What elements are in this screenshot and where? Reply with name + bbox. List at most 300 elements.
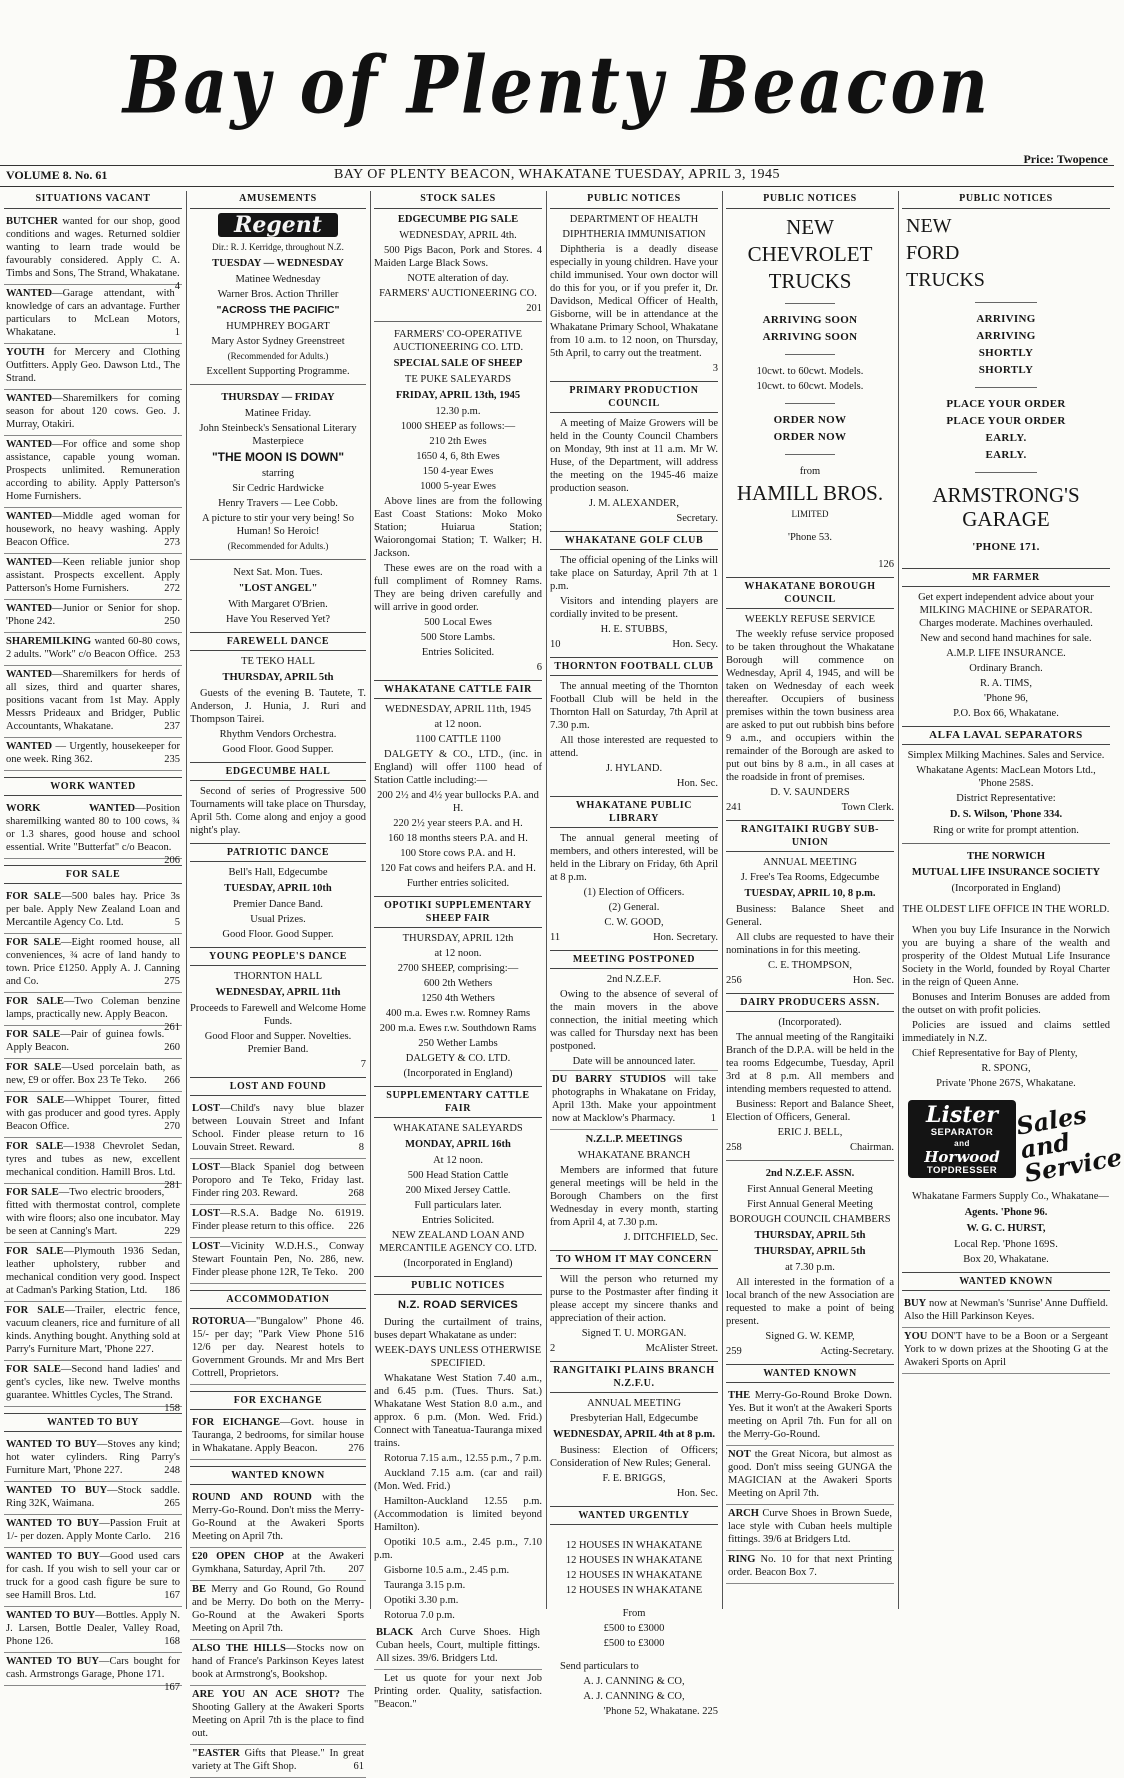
ad-list <box>4 213 182 771</box>
sales-service-script: Sales and Service <box>1013 1099 1124 1188</box>
text: at 12 noon. <box>434 719 482 730</box>
text: DALGETY & CO. LTD. <box>405 1053 511 1064</box>
text: The weekly refuse service proposed to be taken throughout the Whakatane Borough will commence on Wednesday, April 4, 1945, and will be taken on Wednesday of each week thereafter. Occupiers of business premises within the town business area are asked to put out rubbish bins before 9 a.m., and occupiers within the remainder of the Borough are asked to put out bins by 8 a.m., in all cases at the roadside in front of premises. <box>726 629 894 783</box>
ad-number: 8 <box>358 1142 364 1153</box>
text: Warner Bros. Action Thriller <box>217 289 339 300</box>
text <box>726 974 894 987</box>
section-heading: RANGITAIKI RUGBY SUB-UNION <box>726 820 894 852</box>
film-title: "LOST ANGEL" <box>238 583 318 594</box>
text: J. M. ALEXANDER, <box>588 498 680 509</box>
dealer-name: ARMSTRONG'S GARAGE <box>932 483 1080 531</box>
ad-text: will take photographs in Whakatane on Friday, April 13th. Make your appointment now at Macklow's Pharmacy. <box>552 1074 717 1124</box>
ad-text: —Child's navy blue blazer between Louvain Street and Infant School. Finder please return to 16 Louvain Street. Reward. <box>192 1103 364 1153</box>
ad-number: 268 <box>348 1188 364 1199</box>
text: WEDNESDAY, APRIL 11th, 1945 <box>385 704 531 715</box>
text: Sir Cedric Hardwicke <box>232 483 324 494</box>
headline-lines <box>726 215 894 293</box>
text: All interested in the formation of a local branch of the new Association are requested to make a point of being present. <box>726 1277 894 1327</box>
ad-lead: FOR SALE <box>6 1095 65 1106</box>
classified-ad <box>190 1581 366 1640</box>
classified-ad <box>4 1026 182 1059</box>
text: Town Clerk. <box>841 802 894 813</box>
ad-text: —Second hand ladies' and gent's cycles, like new. Twelve months guarantee. Whittles Cycles, The Strand. <box>6 1364 180 1401</box>
ad-lead: FOR SALE <box>6 1062 62 1073</box>
classified-ad <box>4 436 182 508</box>
section-heading: STOCK SALES <box>374 191 542 209</box>
classified-ad <box>374 1624 542 1670</box>
ad-text: wanted 60-80 cows, 2 adults. "Work" c/o Beacon Office. <box>6 636 180 660</box>
classified-ad <box>4 213 182 292</box>
text: (Recommended for Adults.) <box>227 351 329 361</box>
ad-text: the Great Nicora, but almost as good. Don't miss seeing GUNGA the MAGICIAN at the Awakeri Sports Meeting on April 7th. <box>728 1449 892 1499</box>
line-list <box>550 1539 718 1597</box>
text: Visitors and intending players are cordially invited to be present. <box>550 596 718 620</box>
text: Matinee Wednesday <box>235 274 321 285</box>
text: Will the person who returned my purse to the Postmaster after finding it please accept my sincere thanks and appreciation of their action. <box>550 1274 718 1324</box>
section-heading: WHAKATANE GOLF CLUB <box>550 531 718 550</box>
text: Secretary. <box>676 513 718 524</box>
dealer-name: HAMILL BROS. <box>736 481 884 505</box>
text: 'Phone 52, Whakatane. <box>603 1706 700 1717</box>
ad-number: 276 <box>348 1443 364 1454</box>
text: and <box>954 1139 970 1148</box>
divider <box>785 354 835 355</box>
text: at 12 noon. <box>434 948 482 959</box>
text: Policies are issued and claims settled immediately in N.Z. <box>902 1020 1110 1044</box>
schedule-entry: Gisborne 10.5 a.m., 2.45 p.m. <box>384 1565 510 1576</box>
text: 500 Pigs Bacon, Pork and Stores. 4 Maiden Large Black Sows. <box>374 245 542 269</box>
text: The official opening of the Links will take place on Saturday, April 7th at 1 p.m. <box>550 555 718 592</box>
ad-text: —Position sharemilking wanted 80 to 100 cows, ¾ or 1.3 shares, good house and school essential. Write "Butterfat" c/o Beacon. <box>6 803 180 853</box>
ad-lead: BE <box>192 1584 207 1595</box>
section-heading: SITUATIONS VACANT <box>4 191 182 209</box>
text: 500 Store Lambs. <box>420 632 496 643</box>
text-line: 160 18 months steers P.A. and H. <box>388 833 528 844</box>
text: 2nd N.Z.E.F. <box>606 974 662 985</box>
section-heading: WANTED URGENTLY <box>550 1506 718 1525</box>
ad-number: 167 <box>164 1682 180 1693</box>
dateline-text: BAY OF PLENTY BEACON, WHAKATANE TUESDAY, APRIL 3, 1945 <box>333 167 781 182</box>
text-line: NEW <box>906 215 952 237</box>
text-line: PLACE YOUR ORDER <box>946 398 1066 410</box>
ad-text: Merry and Go Round, Go Round and be Merry. Do both on the Merry-Go-Round at the Awakeri Sports Meeting on April 7th. <box>192 1584 364 1634</box>
ad-number: 4 <box>174 281 180 292</box>
text: Hon. Sec. <box>852 975 894 986</box>
text-line: 220 2½ year steers P.A. and H. <box>393 818 523 829</box>
ad-text: with the Merry-Go-Round. Don't miss the Merry-Go-Round at the Awakeri Sports Meeting on April 7th. <box>192 1492 365 1542</box>
text-line: 150 4-year Ewes <box>422 466 494 477</box>
line-list <box>374 420 542 493</box>
lister-wordmark: Lister <box>926 1102 998 1128</box>
text-line: EARLY. <box>985 449 1027 461</box>
section-heading: WANTED KNOWN <box>902 1272 1110 1291</box>
ad-text: Gifts that Please." In great variety at The Gift Shop. <box>192 1748 364 1772</box>
text: THE NORWICH <box>966 851 1046 862</box>
text: WHAKATANE BRANCH <box>577 1150 691 1161</box>
classified-ad <box>4 1361 182 1414</box>
classified-ad <box>4 1184 182 1243</box>
classified-ad <box>4 800 182 866</box>
ad-lead: FOR SALE <box>6 891 62 902</box>
section-heading: PUBLIC NOTICES <box>550 191 718 209</box>
text: WHAKATANE SALEYARDS <box>393 1123 523 1134</box>
line-list <box>550 886 718 914</box>
column-3 <box>374 191 547 1710</box>
ad-text: —1938 Chevrolet Sedan, tyres and tubes as new, excellent mechanical condition. Hamill Bros. Ltd. <box>6 1141 180 1178</box>
text: (Incorporated in England) <box>403 1068 513 1079</box>
ad-lead: WORK WANTED <box>6 803 136 814</box>
text-line: 600 2th Wethers <box>423 978 493 989</box>
classified-ad <box>190 1313 366 1385</box>
section-heading: THORNTON FOOTBALL CLUB <box>550 657 718 676</box>
schedule-list <box>374 1372 542 1622</box>
divider <box>975 302 1037 303</box>
ad-list <box>4 1436 182 1693</box>
ad-number: 11 <box>550 932 561 943</box>
line-list <box>374 962 542 1050</box>
classified-ad <box>190 1640 366 1686</box>
ad-lead: £20 OPEN CHOP <box>192 1551 284 1562</box>
ad-lead: FOR SALE <box>6 1187 59 1198</box>
text: District Representative: <box>956 793 1056 804</box>
text: ARRIVING <box>976 313 1036 325</box>
text: WEEK-DAYS UNLESS OTHERWISE SPECIFIED. <box>374 1345 542 1369</box>
text-line: 12 HOUSES IN WHAKATANE <box>565 1570 703 1581</box>
column-1 <box>4 191 187 1693</box>
classified-ad <box>4 1482 182 1515</box>
ad-number: 275 <box>164 976 180 987</box>
ad-number: 261 <box>164 1022 180 1033</box>
text: Signed G. W. KEMP, <box>765 1331 855 1342</box>
text: Usual Prizes. <box>250 914 306 925</box>
ad-lead: FOR SALE <box>6 1305 65 1316</box>
ad-lead: LOST <box>192 1241 221 1252</box>
text-line: ORDER NOW <box>773 414 847 426</box>
text-line: 1000 SHEEP as follows:— <box>400 421 516 432</box>
text: Hon. Sec. <box>676 1488 718 1499</box>
text: C. W. GOOD, <box>604 917 664 928</box>
section-heading: WHAKATANE PUBLIC LIBRARY <box>550 796 718 828</box>
ad-number: 1 <box>710 1113 716 1124</box>
classified-ad <box>4 633 182 666</box>
text: DIPHTHERIA IMMUNISATION <box>562 229 706 240</box>
section-heading: FOR SALE <box>4 865 182 884</box>
ad-number: 256 <box>726 975 742 986</box>
text: J. HYLAND. <box>605 763 663 774</box>
divider <box>374 321 542 322</box>
ad-number: 225 <box>702 1706 718 1717</box>
ad-number: 253 <box>164 649 180 660</box>
ad-lead: ROUND AND ROUND <box>192 1492 312 1503</box>
text: Henry Travers — Lee Cobb. <box>218 498 338 509</box>
text: Whakatane Farmers Supply Co., Whakatane— <box>912 1191 1109 1202</box>
schedule-entry: Opotiki 10.5 a.m., 2.45 p.m., 7.10 p.m. <box>374 1537 542 1561</box>
classified-ad <box>4 1515 182 1548</box>
ad-lead: LOST <box>192 1103 221 1114</box>
text: WEDNESDAY, APRIL 11th <box>215 987 341 998</box>
text: N.Z. ROAD SERVICES <box>397 1299 519 1311</box>
ad-text: —Eight roomed house, all conveniences, ¾ acre of land handy to town. Price £1250. Apply A. J. Canning and Co. <box>6 937 180 987</box>
text: C. E. THOMPSON, <box>767 960 853 971</box>
text-line: A. J. CANNING & CO, <box>583 1691 685 1702</box>
text: Chief Representative for Bay of Plenty, <box>912 1048 1078 1059</box>
divider <box>726 1160 894 1161</box>
ad-number: 216 <box>164 1531 180 1542</box>
text: TOPDRESSER <box>926 1165 998 1176</box>
classified-ad <box>190 1686 366 1745</box>
classified-ad <box>190 1238 366 1284</box>
schedule-entry: Whakatane West Station 7.40 a.m., and 6.45 p.m. (Tues. Thurs. Sat.) Whakatane West Station 8.0 a.m., and approx. 6 p.m. (Mon. Wed. Frid.) Connect with Taneatua-Tauranga mixed trains. <box>374 1373 542 1449</box>
section-heading: WHAKATANE CATTLE FAIR <box>374 680 542 699</box>
text: When you buy Life Insurance in the Norwich you are buying a share of the wealth and prosperity of the Oldest Mutual Life Insurance Society in the World, founded by Royal Charter in the reign of Queen Anne. <box>902 925 1110 988</box>
ad-text: —Keen reliable junior shop assistant. Prospects excellent. Apply Patterson's Home Furnishers. <box>6 557 180 594</box>
text: (Recommended for Adults.) <box>227 541 329 551</box>
text: From <box>622 1608 646 1619</box>
text-line: SHORTLY <box>978 364 1034 376</box>
ad-lead: FOR EICHANGE <box>192 1417 280 1428</box>
text: FARMERS' AUCTIONEERING CO. <box>379 288 537 299</box>
film-title: "THE MOON IS DOWN" <box>211 450 345 464</box>
ad-text: —For office and some shop assistance, capable young woman. Prospects unlimited. Remuneration according to ability. Apply Patterson's Home Furnishers. <box>6 439 180 502</box>
ad-lead: YOU <box>904 1331 928 1342</box>
text: TUESDAY, APRIL 10th <box>224 883 332 894</box>
ad-number: 3 <box>712 363 718 374</box>
text: Private 'Phone 267S, Whakatane. <box>936 1078 1076 1089</box>
text-line: TRUCKS <box>768 269 852 293</box>
section-heading: FAREWELL DANCE <box>190 632 366 651</box>
ad-lead: "EASTER <box>192 1748 240 1759</box>
ad-number: 265 <box>164 1498 180 1509</box>
section-heading: LOST AND FOUND <box>190 1077 366 1096</box>
ad-list <box>4 888 182 1414</box>
line-list <box>726 314 894 344</box>
section-heading: WANTED KNOWN <box>726 1364 894 1383</box>
section-heading: OPOTIKI SUPPLEMENTARY SHEEP FAIR <box>374 896 542 928</box>
text-line: 210 2th Ewes <box>429 436 487 447</box>
text: Chairman. <box>849 1142 894 1153</box>
classified-ad <box>4 1653 182 1693</box>
headline-lines <box>902 215 1110 292</box>
ad-lead: THE <box>728 1390 751 1401</box>
ad-lead: FOR SALE <box>6 1246 64 1257</box>
ad-number: 168 <box>164 1636 180 1647</box>
ad-number: 258 <box>726 1142 742 1153</box>
text: ANNUAL MEETING <box>587 1398 681 1409</box>
text: Acting-Secretary. <box>820 1346 894 1357</box>
text: ARRIVING <box>976 330 1036 342</box>
text: THURSDAY, APRIL 12th <box>402 933 514 944</box>
text: Local Rep. 'Phone 169S. <box>954 1239 1058 1250</box>
ad-text: The Shooting Gallery at the Awakeri Sports Meeting on April 7th is the place to find out. <box>192 1689 364 1739</box>
ad-lead: WANTED <box>6 393 53 404</box>
ad-text: —Two Coleman benzine lamps, practically new. Apply Beacon. <box>6 996 180 1020</box>
classified-ad <box>726 1551 894 1584</box>
text: (Incorporated in England) <box>403 1258 513 1269</box>
text: MUTUAL LIFE INSURANCE SOCIETY <box>911 867 1101 878</box>
regent-logo: Regent <box>218 213 338 237</box>
text: Presbyterian Hall, Edgecumbe <box>570 1413 698 1424</box>
classified-ad <box>4 1092 182 1138</box>
section-heading: WANTED KNOWN <box>190 1466 366 1485</box>
classified-ad <box>190 1745 366 1778</box>
ad-lead: WANTED TO BUY <box>6 1610 96 1621</box>
horwood-wordmark: Horwood <box>924 1148 1000 1166</box>
text: New and second hand machines for sale. <box>920 633 1092 644</box>
section-heading: WHAKATANE BOROUGH COUNCIL <box>726 577 894 609</box>
ad-text: — Urgently, housekeeper for one week. Ring 362. <box>6 741 180 765</box>
text: Business: Election of Officers; Consideration of New Rules; General. <box>550 1445 718 1469</box>
text: THORNTON HALL <box>233 971 323 982</box>
ad-text: at the Awakeri Gymkhana, Saturday, April 7th. <box>192 1551 365 1575</box>
ad-list <box>4 800 182 866</box>
classified-ad <box>4 934 182 993</box>
ad-lead: WANTED TO BUY <box>6 1551 100 1562</box>
ad-list <box>190 1100 366 1284</box>
text-line: 1650 4, 6, 8th Ewes <box>416 451 500 462</box>
text-line: 400 m.a. Ewes r.w. Romney Rams <box>385 1008 531 1019</box>
ad-text: —Bottles. Apply N. J. Larsen, Bottle Dealer, Valley Road, Phone 126. <box>6 1610 180 1647</box>
classified-ad <box>4 1548 182 1607</box>
ad-text: No. 10 for that next Printing order. Beacon Box 7. <box>728 1554 892 1578</box>
ad-lead: LOST <box>192 1208 221 1219</box>
classified-ad <box>726 1446 894 1505</box>
section-heading: ALFA LAVAL SEPARATORS <box>902 726 1110 745</box>
text: Proceeds to Farewell and Welcome Home Funds. <box>190 1003 366 1027</box>
text: Entries Solicited. <box>421 1215 495 1226</box>
section-heading: SUPPLEMENTARY CATTLE FAIR <box>374 1086 542 1118</box>
line-list <box>374 789 542 875</box>
ad-number: 206 <box>164 855 180 866</box>
line-list <box>374 1169 542 1197</box>
text <box>726 801 894 814</box>
column-5 <box>726 191 899 1609</box>
ad-text: —Stock saddle. Ring 32K, Waimana. <box>6 1485 180 1509</box>
section-heading: RANGITAIKI PLAINS BRANCH N.Z.F.U. <box>550 1361 718 1393</box>
text-line: 250 Wether Lambs <box>418 1038 498 1049</box>
text: FRIDAY, APRIL 13th, 1945 <box>395 390 521 401</box>
text: R. A. TIMS, <box>979 678 1033 689</box>
ad-lead: FOR SALE <box>6 937 61 948</box>
text: TE PUKE SALEYARDS <box>404 374 512 385</box>
ad-lead: WANTED TO BUY <box>6 1656 99 1667</box>
text: N.Z.L.P. MEETINGS <box>585 1134 683 1145</box>
text-line: 12 HOUSES IN WHAKATANE <box>565 1585 703 1596</box>
line-list <box>550 1622 718 1650</box>
text: THURSDAY — FRIDAY <box>221 392 335 403</box>
text-line: CHEVROLET <box>747 242 873 266</box>
section-heading: AMUSEMENTS <box>190 191 366 209</box>
ad-lead: WANTED <box>6 511 53 522</box>
classified-ad <box>726 1387 894 1446</box>
text: McAlister Street. <box>645 1343 718 1354</box>
section-heading: ACCOMMODATION <box>190 1290 366 1309</box>
ad-number: 126 <box>878 559 894 570</box>
ad-lead: NOT <box>728 1449 751 1460</box>
line-list <box>550 1675 718 1703</box>
schedule-entry: Auckland 7.15 a.m. (car and rail) (Mon. Wed. Frid.) <box>374 1468 542 1492</box>
text: The annual meeting of the Thornton Football Club will be held in the Thornton Hall on Saturday, 7th April at 7.30 p.m. <box>550 681 718 731</box>
text: HUMPHREY BOGART <box>226 321 330 332</box>
section-heading: DAIRY PRODUCERS ASSN. <box>726 993 894 1012</box>
ad-list <box>902 1295 1110 1374</box>
classified-ad <box>190 1205 366 1238</box>
classified-ad <box>550 1070 718 1130</box>
classified-ad <box>4 888 182 934</box>
text: J. DITCHFIELD, Sec. <box>623 1232 718 1243</box>
ad-lead: WANTED <box>6 669 53 680</box>
text: WEDNESDAY, APRIL 4th. <box>399 230 517 241</box>
text-line: ARRIVING SOON <box>762 314 858 326</box>
ad-list <box>190 1489 366 1778</box>
text: Above lines are from the following East Coast Stations: Moko Moko Station; Huiarua Station; Waiorongomai Station; T. Walker; H. Jackson. <box>374 496 542 559</box>
ad-text: now at Newman's 'Sunrise' Anne Duffield. Also the Hill Parkinson Keyes. <box>904 1298 1108 1322</box>
text: Excellent Supporting Programme. <box>206 366 350 377</box>
text: John Steinbeck's Sensational Literary Masterpiece <box>199 423 357 447</box>
ad-number: 2 <box>550 1343 556 1354</box>
ad-list <box>726 1387 894 1584</box>
ad-text: —Stocks now on hand of France's Parkinson Keyes latest book at Armstrong's, Bookshop. <box>192 1643 364 1680</box>
ad-lead: ROTORUA <box>192 1316 246 1327</box>
ad-text: —Plymouth 1936 Sedan, leather upholstery, rubber and mechanical condition very good. Inspect at Cadman's Parking Station, Ltd. <box>6 1246 180 1296</box>
text: Have You Reserved Yet? <box>225 614 331 625</box>
ad-number: 158 <box>164 1403 180 1414</box>
volume-number: VOLUME 8. No. 61 <box>6 168 108 182</box>
classified-ad <box>902 1295 1110 1328</box>
text: ANNUAL MEETING <box>763 857 857 868</box>
text: Good Floor and Supper. Novelties. Premier Band. <box>204 1031 352 1055</box>
ad-text: —Junior or Senior for shop. 'Phone 242. <box>6 603 180 627</box>
text: Good Floor. Good Supper. <box>222 929 334 940</box>
text-line: £500 to £3000 <box>603 1638 665 1649</box>
text: 12.30 p.m. <box>435 406 481 417</box>
text: TE TEKO HALL <box>241 656 315 667</box>
text: Entries Solicited. <box>421 647 495 658</box>
ad-number: 259 <box>726 1346 742 1357</box>
text: starring <box>261 468 295 479</box>
ad-lead: WANTED TO BUY <box>6 1518 100 1529</box>
ad-lead: FOR SALE <box>6 996 64 1007</box>
divider <box>785 303 835 304</box>
text: With Margaret O'Brien. <box>228 599 328 610</box>
column-6 <box>902 191 1124 1609</box>
text-line: A. J. CANNING & CO, <box>583 1676 685 1687</box>
text: R. SPONG, <box>981 1063 1031 1074</box>
text: DALGETY & CO., LTD., (inc. in England) will offer 1100 head of Station Cattle including:— <box>374 749 542 786</box>
text: Rhythm Vendors Orchestra. <box>219 729 337 740</box>
text: 'PHONE 171. <box>972 541 1040 553</box>
classified-ad <box>726 1505 894 1551</box>
ad-number: 201 <box>526 303 542 314</box>
schedule-entry: Rotorua 7.15 a.m., 12.55 p.m., 7 p.m. <box>384 1453 542 1464</box>
ad-number: 7 <box>360 1059 366 1070</box>
text: FARMERS' CO-OPERATIVE AUCTIONEERING CO. LTD. <box>392 329 524 353</box>
price: Price: Twopence <box>1023 152 1108 166</box>
text-line: 10cwt. to 60cwt. Models. <box>756 381 864 392</box>
ad-lead: FOR SALE <box>6 1364 61 1375</box>
text-line: 200 Mixed Jersey Cattle. <box>405 1185 511 1196</box>
ad-text: —Pair of guinea fowls. Apply Beacon. <box>6 1029 165 1053</box>
section-heading: YOUNG PEOPLE'S DANCE <box>190 947 366 966</box>
line-list <box>902 347 1110 377</box>
schedule-entry: Tauranga 3.15 p.m. <box>384 1580 466 1591</box>
ad-text: —Trailer, electric fence, vacuum cleaners, rice and furniture of all kinds. Anything bought. Anything sold at Parry's Furniture Mart, 'Phone 227. <box>6 1305 181 1355</box>
text-line: 12 HOUSES IN WHAKATANE <box>565 1555 703 1566</box>
text: Hon. Secretary. <box>653 932 718 943</box>
text: WEDNESDAY, APRIL 4th at 8 p.m. <box>552 1429 715 1440</box>
classified-ad <box>4 666 182 738</box>
section-heading: EDGECUMBE HALL <box>190 762 366 781</box>
ad-lead: DU BARRY STUDIOS <box>552 1074 667 1085</box>
